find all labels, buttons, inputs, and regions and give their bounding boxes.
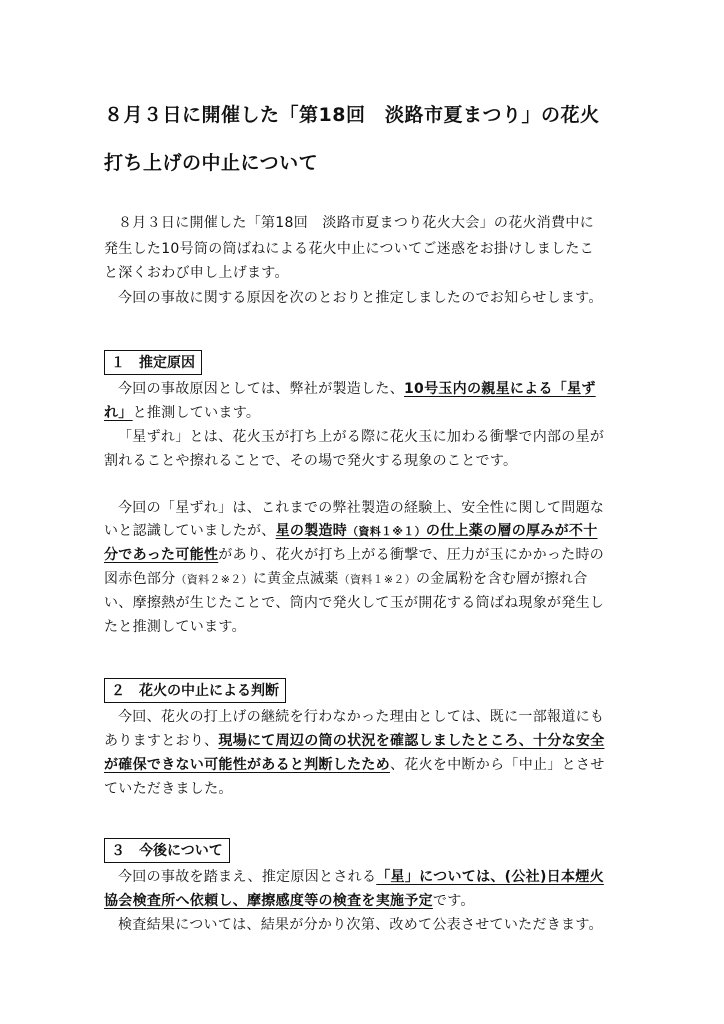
emphasis-run: 現場にて周辺の筒の状況を確認しましたところ、十分な安全 xyxy=(218,733,605,749)
text-run: いと認識していましたが、 xyxy=(104,523,276,539)
section-2-line-4: ていただきました。 xyxy=(104,781,233,797)
text-run: の金属粉を含む層が擦れ合 xyxy=(415,571,588,587)
emphasis-run: が確保できない可能性があると判断したため xyxy=(104,757,390,773)
text-run: があり、花火が打ち上がる衝撃で、圧力が玉にかかった時の xyxy=(218,547,605,563)
text-run: と推測しています。 xyxy=(132,405,261,421)
text-run: 今回の事故原因としては、弊社が製造した、 xyxy=(118,381,404,397)
section-1-para-3-line-4 xyxy=(104,568,588,588)
text-run: 、花火を中断から「中止」とさせ xyxy=(390,757,605,773)
emphasis-run: の仕上薬の層の厚みが不十 xyxy=(425,523,598,539)
emphasis-run: 協会検査所へ依頼し、摩擦感度等の検査を実施予定 xyxy=(104,893,433,909)
intro-line-3: と深くおわび申し上げます。 xyxy=(104,265,289,281)
emphasis-run: 10号玉内の親星による「星ず xyxy=(404,381,596,397)
section-3-heading: ３ 今後について xyxy=(104,838,230,863)
section-2-line-3 xyxy=(104,754,605,774)
title-line-2: 打ち上げの中止について xyxy=(104,152,319,174)
section-2-heading: ２ 花火の中止による判断 xyxy=(104,678,286,703)
title-line-1: ８月３日に開催した「第18回 淡路市夏まつり」の花火 xyxy=(104,104,600,126)
reference-note: （資料２※２） xyxy=(175,573,253,586)
text-run: 図赤色部分 xyxy=(104,571,176,587)
section-3-line-2 xyxy=(104,890,475,910)
emphasis-run: 「星」については、(公社)日本煙火 xyxy=(376,869,604,885)
section-1-para-3-line-5: い、摩擦熱が生じたことで、筒内で発火して玉が開花する筒ばね現象が発生し xyxy=(104,595,605,611)
reference-note: （資料１※２） xyxy=(338,573,416,586)
text-run: に黄金点滅薬 xyxy=(252,571,339,587)
emphasis-run: 星の製造時 xyxy=(275,523,348,539)
intro-line-2: 発生した10号筒の筒ばねによる花火中止についてご迷惑をお掛けしましたこ xyxy=(104,241,595,257)
reference-note: （資料１※１） xyxy=(347,525,426,538)
section-1-para-3-line-3 xyxy=(104,544,604,564)
section-1-para-1-line-1 xyxy=(118,378,596,398)
text-run: 今回の事故を踏まえ、推定原因とされる xyxy=(118,869,377,885)
section-1-para-2-line-2: 割れることや擦れることで、その場で発火する現象のことです。 xyxy=(104,453,518,469)
text-run: です。 xyxy=(432,893,475,909)
section-2-line-1: 今回、花火の打上げの継続を行わなかった理由としては、既に一部報道にも xyxy=(118,709,605,725)
section-1-para-1-line-2 xyxy=(104,402,260,422)
intro-line-4: 今回の事故に関する原因を次のとおりと推定しましたのでお知らせします。 xyxy=(118,290,603,306)
text-run: ありますとおり、 xyxy=(104,733,219,749)
emphasis-run: 分であった可能性 xyxy=(104,547,219,563)
section-2-line-2 xyxy=(104,730,605,750)
intro-line-1: ８月３日に開催した「第18回 淡路市夏まつり花火大会」の花火消費中に xyxy=(118,215,595,231)
section-1-para-3-line-1: 今回の「星ずれ」は、これまでの弊社製造の経験上、安全性に関して問題な xyxy=(118,500,605,516)
section-1-heading: １ 推定原因 xyxy=(104,350,202,375)
section-1-para-2-line-1: 「星ずれ」とは、花火玉が打ち上がる際に花火玉に加わる衝撃で内部の星が xyxy=(118,429,605,445)
section-1-para-3-line-2 xyxy=(104,520,598,540)
section-3-line-3: 検査結果については、結果が分かり次第、改めて公表させていただきます。 xyxy=(118,917,603,933)
emphasis-run: れ」 xyxy=(104,405,133,421)
section-1-para-3-line-6: たと推測しています。 xyxy=(104,619,246,635)
section-3-line-1 xyxy=(118,866,604,886)
